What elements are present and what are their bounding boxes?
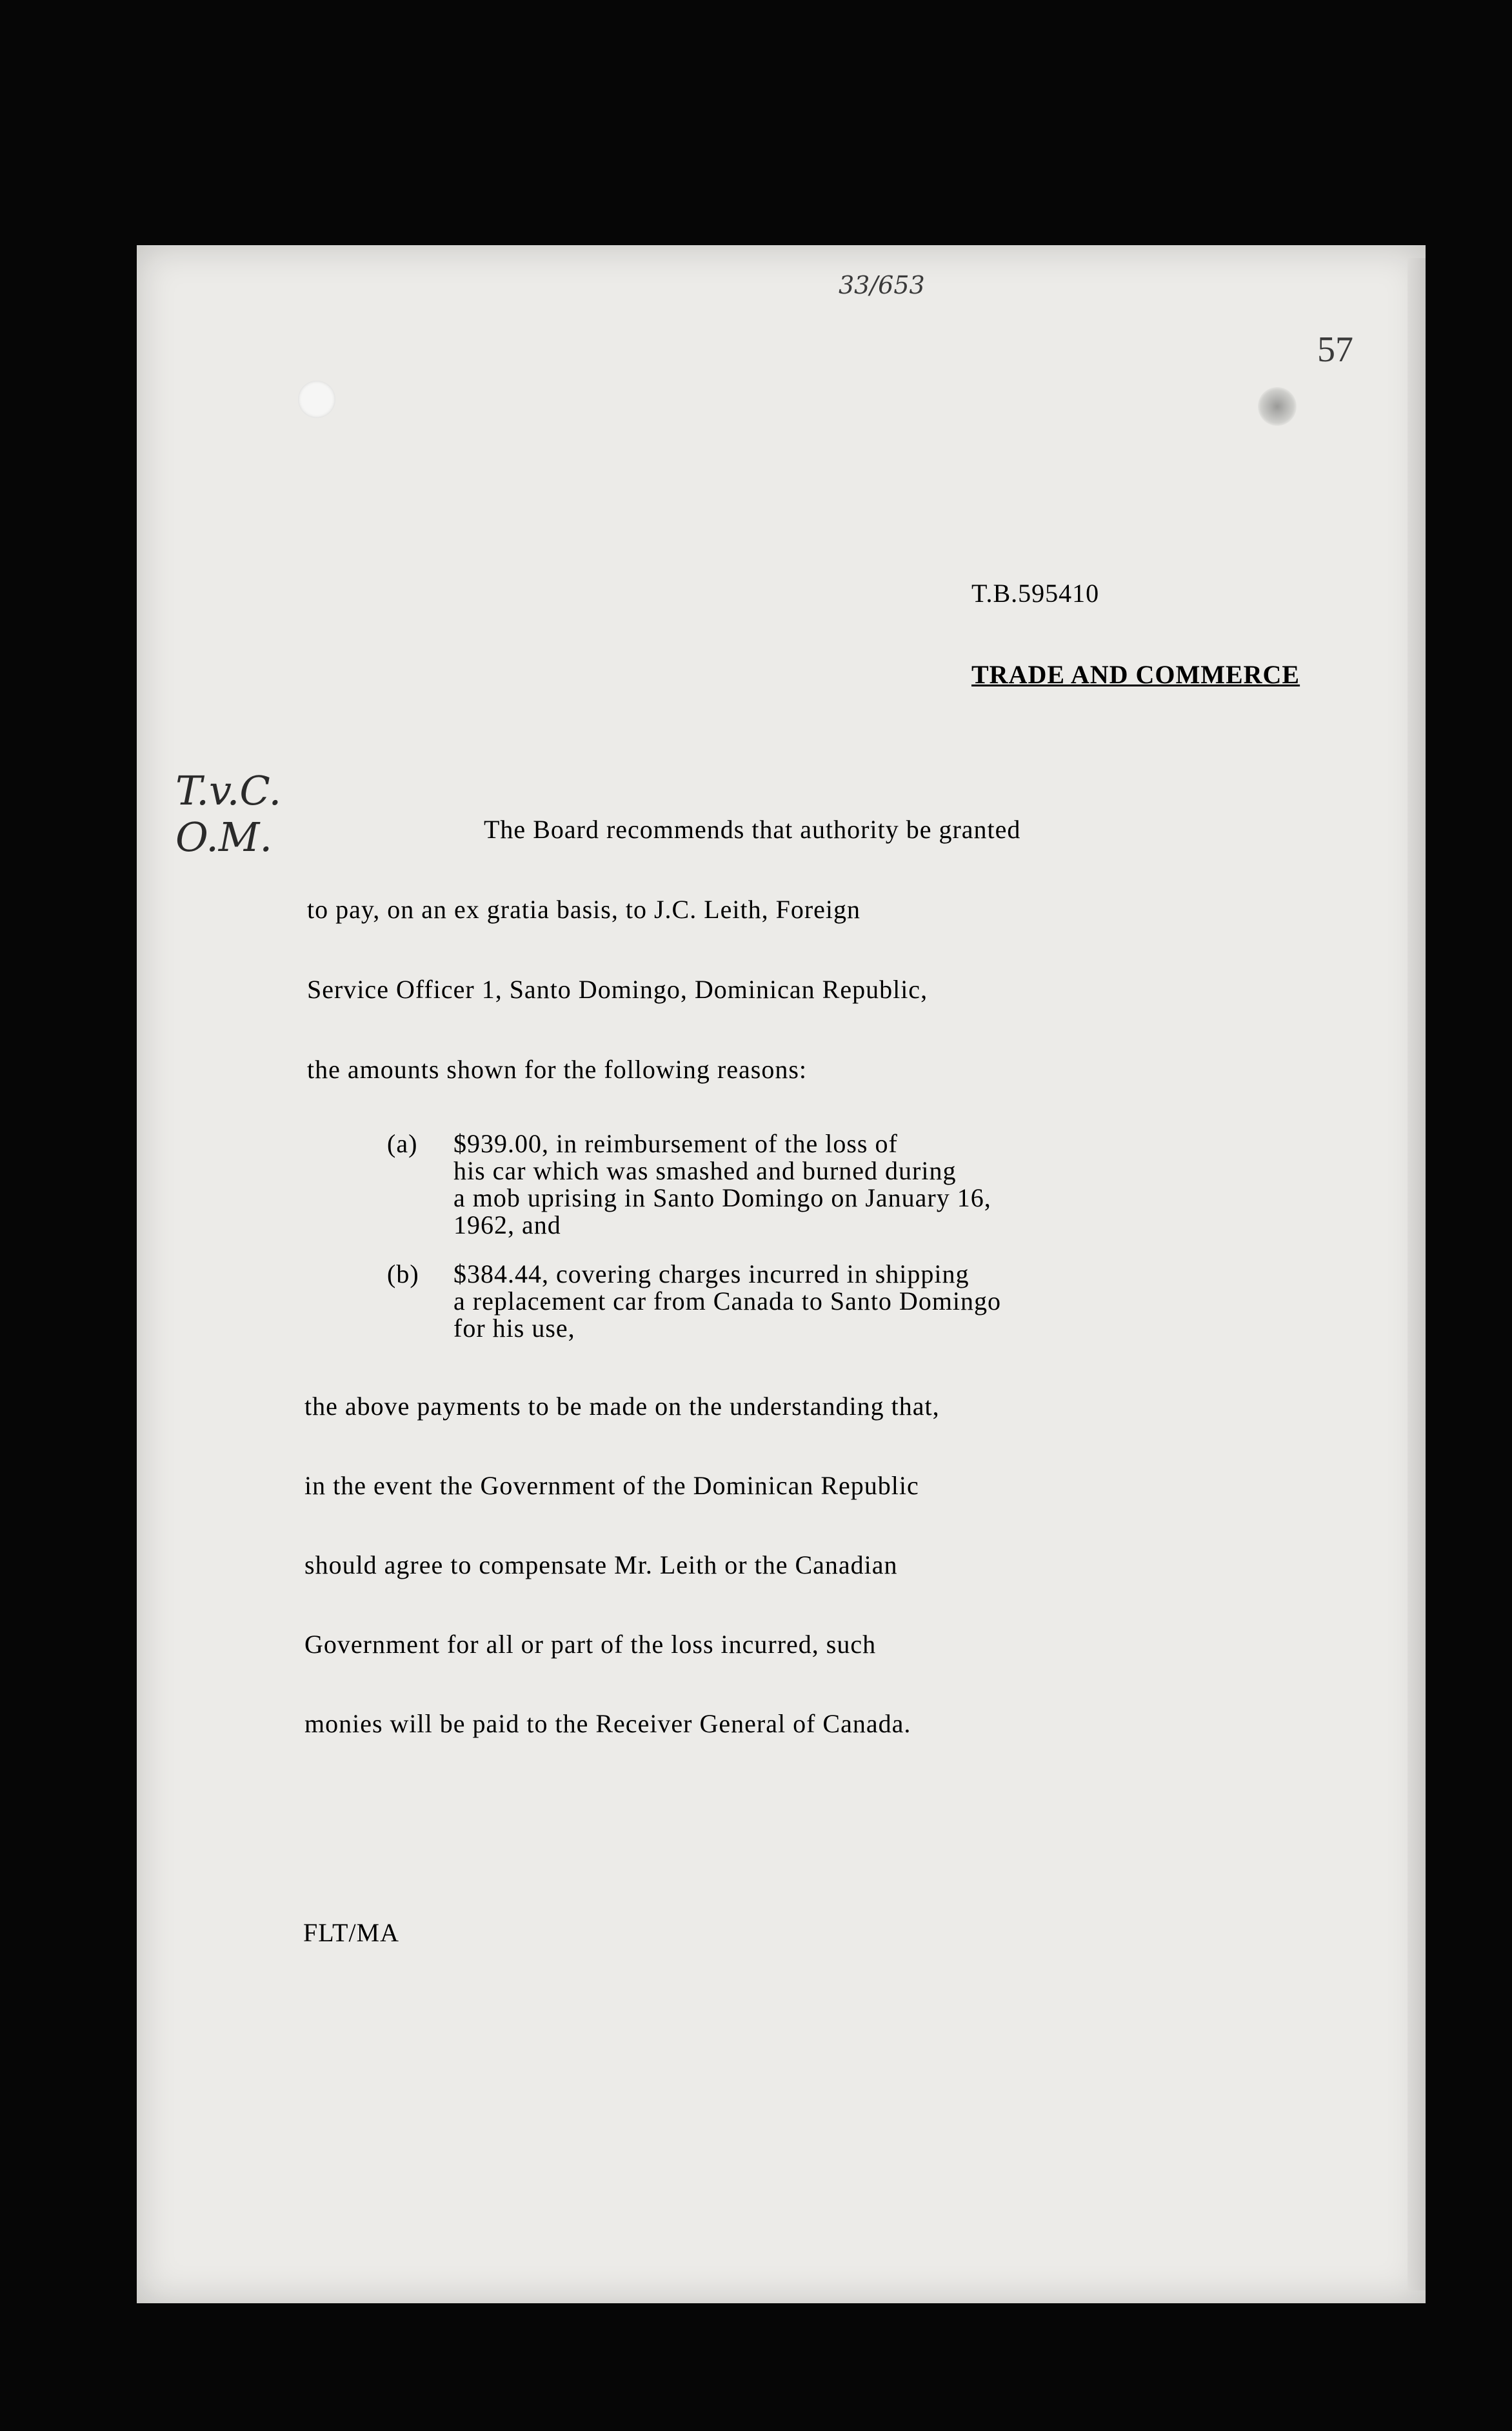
margin-initials-line-1: T.v.C. bbox=[175, 767, 282, 814]
paragraph-line: the amounts shown for the following reasons: bbox=[307, 1055, 807, 1084]
list-item-line: his car which was smashed and burned during bbox=[453, 1156, 957, 1185]
paragraph-line: to pay, on an ex gratia basis, to J.C. Leith, Foreign bbox=[307, 895, 861, 924]
page-number: 57 bbox=[1317, 330, 1353, 370]
list-item-line: 1962, and bbox=[453, 1210, 561, 1239]
handwritten-file-number: 33/653 bbox=[839, 271, 925, 299]
ink-stain bbox=[1258, 387, 1297, 426]
paragraph-line: The Board recommends that authority be granted bbox=[484, 815, 1021, 844]
list-marker: (b) bbox=[387, 1259, 419, 1288]
paragraph-line: Service Officer 1, Santo Domingo, Dominican Republic, bbox=[307, 975, 928, 1004]
paragraph-line: the above payments to be made on the understanding that, bbox=[304, 1392, 940, 1421]
paragraph-line: in the event the Government of the Dominican Republic bbox=[304, 1471, 919, 1500]
list-item-b bbox=[387, 1261, 1001, 1342]
list-item-line: $939.00, in reimbursement of the loss of bbox=[453, 1129, 898, 1158]
list-marker: (a) bbox=[387, 1129, 418, 1158]
list-item-line: a mob uprising in Santo Domingo on January 16, bbox=[453, 1183, 991, 1212]
punch-hole bbox=[298, 381, 335, 418]
list-item-a bbox=[387, 1130, 991, 1239]
reference-number: T.B.595410 bbox=[971, 579, 1100, 608]
margin-initials bbox=[175, 768, 281, 861]
paragraph-line: monies will be paid to the Receiver General of Canada. bbox=[304, 1709, 911, 1738]
typist-initials: FLT/MA bbox=[303, 1918, 400, 1947]
closing-paragraph bbox=[304, 1387, 940, 1784]
paragraph-line: Government for all or part of the loss incurred, such bbox=[304, 1630, 877, 1659]
department-heading: TRADE AND COMMERCE bbox=[971, 660, 1300, 689]
recommendation-paragraph bbox=[307, 810, 1020, 1130]
list-item-text bbox=[453, 1130, 991, 1239]
list-item-line: a replacement car from Canada to Santo Domingo bbox=[453, 1286, 1002, 1316]
list-item-line: $384.44, covering charges incurred in shipping bbox=[453, 1259, 970, 1288]
paragraph-line: should agree to compensate Mr. Leith or the Canadian bbox=[304, 1550, 898, 1579]
list-item-text bbox=[453, 1261, 1001, 1342]
margin-initials-line-2: O.M. bbox=[175, 814, 273, 861]
paper-edge bbox=[1408, 258, 1426, 2290]
list-item-line: for his use, bbox=[453, 1314, 575, 1343]
